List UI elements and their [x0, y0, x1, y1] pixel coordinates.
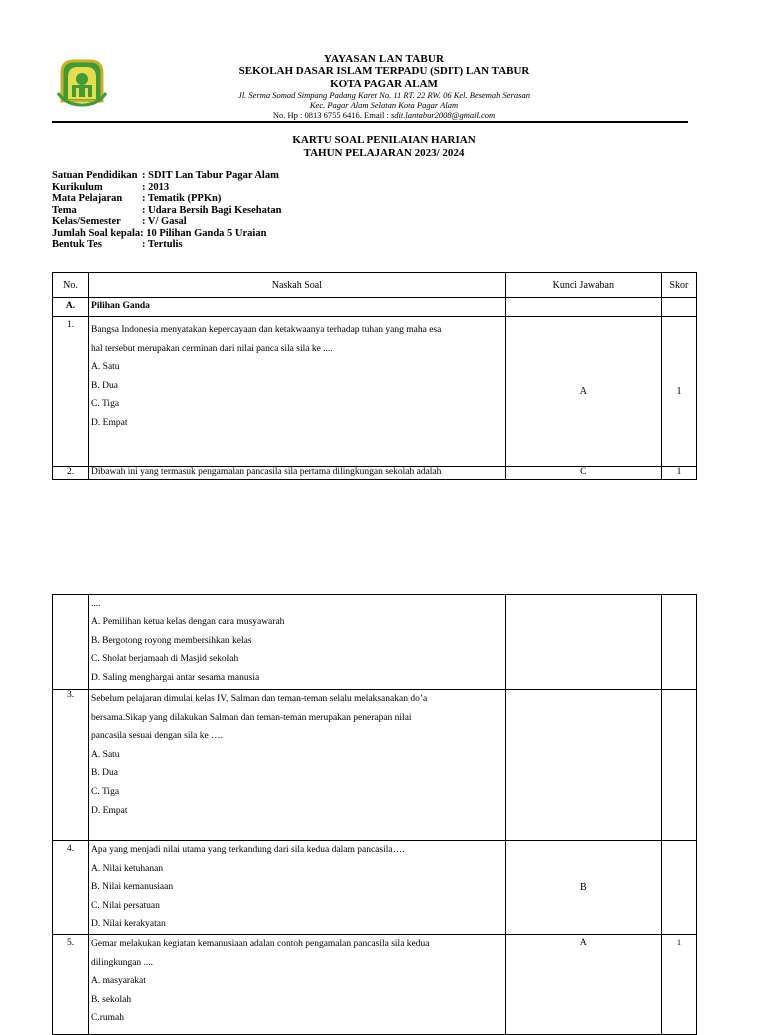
info-value: : Tertulis: [142, 239, 183, 250]
contact-phone: No. Hp : 0813 6755 6416. Email :: [272, 110, 391, 120]
header-skor: Skor: [661, 273, 696, 298]
question-text: [89, 317, 506, 467]
answer-key: B: [505, 841, 661, 935]
option-b: B. sekolah: [91, 994, 132, 1005]
question-line: ....: [91, 599, 101, 609]
score: 1: [661, 935, 696, 1035]
table-row: [53, 595, 697, 690]
question-line: Sebelum pelajaran dimulai kelas IV, Salman dan teman-teman selalu melaksanakan do’a: [91, 694, 428, 704]
question-number: 1.: [53, 317, 89, 467]
question-text: Dibawah ini yang termasuk pengamalan pancasila sila pertama dilingkungan sekolah adalah: [89, 467, 506, 480]
table-row: [53, 317, 697, 467]
empty-cell: [505, 690, 661, 841]
question-line: Gemar melakukan kegiatan kemanusiaan adalan contoh pengamalan pancasila sila kedua: [91, 939, 430, 949]
answer-key: C: [505, 467, 661, 480]
table-row: [53, 467, 697, 480]
empty-cell: [661, 690, 696, 841]
section-row: [53, 298, 697, 317]
answer-key: A: [505, 317, 661, 467]
option-a: A. Satu: [91, 749, 120, 760]
question-number: 5.: [53, 935, 89, 1035]
info-label: Kurikulum: [52, 181, 103, 193]
info-row: [52, 182, 281, 194]
question-text: [89, 595, 506, 690]
question-text: [89, 690, 506, 841]
table-row: [53, 935, 697, 1035]
header-kunci: Kunci Jawaban: [505, 273, 661, 298]
foundation-name: YAYASAN LAN TABUR: [323, 53, 445, 65]
exam-info: [52, 170, 281, 251]
table-row: [53, 690, 697, 841]
info-value: : Tematik (PPKn): [142, 193, 222, 204]
question-line: dilingkungan ....: [91, 957, 154, 968]
question-line: Bangsa Indonesia menyatakan kepercayaan dan ketakwaanya terhadap tuhan yang maha esa: [91, 325, 442, 335]
empty-cell: [661, 298, 696, 317]
answer-key: A: [505, 935, 661, 1035]
question-line: Apa yang menjadi nilai utama yang terkandung dari sila kedua dalam pancasila….: [91, 845, 405, 855]
question-number: 3.: [53, 690, 89, 841]
info-row: [52, 239, 281, 251]
address-line-2: Kec. Pagar Alam Selatan Kota Pagar Alam: [309, 100, 459, 110]
info-value: : V/ Gasal: [142, 216, 187, 227]
info-value: : Udara Bersih Bagi Kesehatan: [142, 204, 282, 216]
option-a: A. Pemilihan ketua kelas dengan cara musyawarah: [91, 617, 285, 628]
contact-line: [0, 110, 768, 120]
header-divider: [52, 121, 688, 123]
option-b: B. Bergotong royong membersihkan kelas: [91, 635, 252, 646]
option-a: A. Satu: [91, 362, 120, 373]
question-table: [52, 272, 697, 480]
option-c: C. Tiga: [91, 399, 120, 410]
info-row: [52, 205, 281, 217]
address-line-1: Jl. Serma Somad Simpang Padang Karet No. 11 RT. 22 RW. 06 Kel. Besemah Serasan: [238, 90, 530, 100]
option-d: D. Empat: [91, 805, 128, 816]
table-row: [53, 841, 697, 935]
info-label: Bentuk Tes: [52, 239, 102, 250]
school-name: SEKOLAH DASAR ISLAM TERPADU (SDIT) LAN TABUR: [238, 65, 530, 77]
info-value: : 10 Pilihan Ganda 5 Uraian: [140, 227, 267, 239]
option-b: B. Nilai kemanusiaan: [91, 882, 174, 893]
email-link[interactable]: sdit.lantabur2008@gmail.com: [390, 110, 496, 120]
empty-cell: [53, 595, 89, 690]
info-label: Satuan Pendidikan: [52, 170, 138, 181]
city-name: KOTA PAGAR ALAM: [330, 78, 438, 90]
option-c: C. Sholat berjamaah di Masjid sekolah: [91, 654, 239, 665]
question-number: 4.: [53, 841, 89, 935]
empty-cell: [505, 298, 661, 317]
info-value: : SDIT Lan Tabur Pagar Alam: [142, 170, 279, 181]
info-value: : 2013: [142, 181, 170, 193]
question-text: [89, 935, 506, 1035]
question-line: hal tersebut merupakan cerminan dari nilai panca sila sila ke ....: [91, 343, 333, 354]
option-d: D. Saling menghargai antar sesama manusia: [91, 672, 260, 683]
header-no: No.: [53, 273, 89, 298]
option-d: D. Nilai kerakyatan: [91, 919, 166, 930]
info-label: Mata Pelajaran: [52, 193, 123, 204]
info-label: Jumlah Soal kepala: [52, 227, 141, 239]
info-label: Kelas/Semester: [52, 216, 121, 227]
info-row: [52, 193, 281, 205]
question-number: 2.: [53, 467, 89, 480]
empty-cell: [505, 595, 661, 690]
empty-cell: [661, 595, 696, 690]
question-line: pancasila sesuai dengan sila ke ….: [91, 731, 223, 742]
option-c: C.rumah: [91, 1013, 125, 1024]
option-d: D. Empat: [91, 417, 128, 428]
question-line: bersama.Sikap yang dilakukan Salman dan teman-teman merupakan penerapan nilai: [91, 712, 412, 723]
info-row: [52, 170, 281, 182]
info-label: Tema: [52, 204, 77, 216]
score: 1: [661, 317, 696, 467]
table-header-row: [53, 273, 697, 298]
option-b: B. Dua: [91, 768, 118, 779]
header-soal: Naskah Soal: [89, 273, 506, 298]
option-b: B. Dua: [91, 380, 118, 391]
document-subtitle: TAHUN PELAJARAN 2023/ 2024: [303, 147, 465, 159]
option-a: A. Nilai ketuhanan: [91, 863, 164, 874]
score: 1: [661, 467, 696, 480]
option-c: C. Tiga: [91, 786, 120, 797]
option-a: A. masyarakat: [91, 976, 146, 987]
document-title: KARTU SOAL PENILAIAN HARIAN: [292, 134, 476, 146]
question-table-continued: [52, 594, 697, 1035]
info-row: [52, 216, 281, 228]
empty-cell: [661, 841, 696, 935]
question-text: [89, 841, 506, 935]
section-label: Pilihan Ganda: [89, 298, 506, 317]
option-c: C. Nilai persatuan: [91, 900, 160, 911]
info-row: [52, 228, 281, 240]
section-no: A.: [53, 298, 89, 317]
